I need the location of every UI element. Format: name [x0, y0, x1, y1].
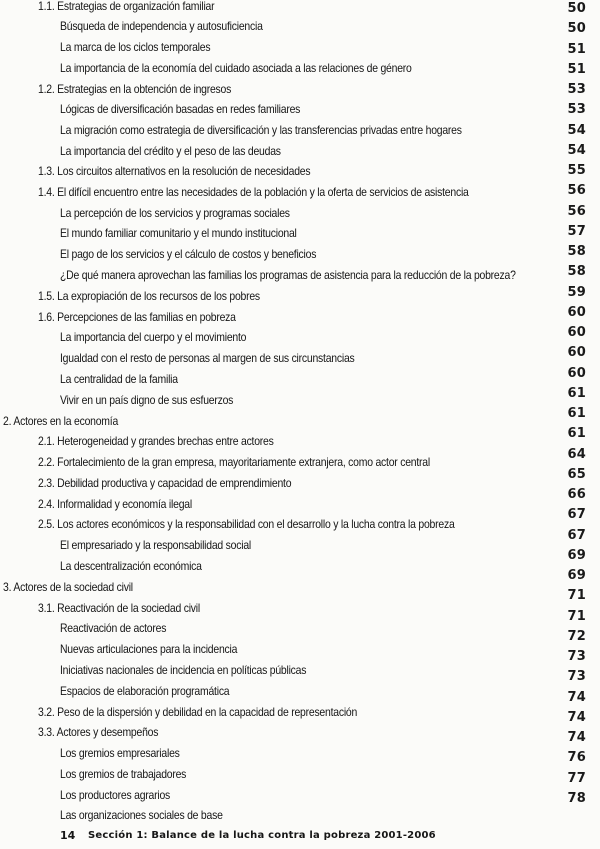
page-number: 58 — [567, 264, 586, 279]
page-number: 76 — [567, 750, 586, 765]
page-number: 51 — [567, 62, 586, 77]
footer-section-title: Sección 1: Balance de la lucha contra la pobreza 2001-2006 — [88, 830, 436, 841]
toc-entry: El pago de los servicios y el cálculo de costos y beneficios — [60, 248, 317, 261]
page-number: 55 — [567, 163, 586, 178]
page-number: 51 — [567, 42, 586, 57]
page-number: 54 — [567, 143, 586, 158]
toc-entry: Los productores agrarios — [60, 789, 171, 802]
toc-entry: 1.5. La expropiación de los recursos de los pobres — [38, 290, 260, 303]
page-number: 53 — [567, 102, 586, 117]
page-number: 71 — [567, 609, 586, 624]
toc-entry: 2.4. Informalidad y economía ilegal — [38, 498, 192, 511]
page-number: 54 — [567, 123, 586, 138]
page-number: 65 — [567, 467, 586, 482]
page-number: 56 — [567, 183, 586, 198]
toc-entry: Igualdad con el resto de personas al margen de sus circunstancias — [60, 352, 355, 365]
page-number: 78 — [567, 791, 586, 806]
toc-entry: 1.3. Los circuitos alternativos en la resolución de necesidades — [38, 165, 311, 178]
toc-entry: 2. Actores en la economía — [3, 415, 119, 428]
toc-entry: 3. Actores de la sociedad civil — [3, 581, 133, 594]
page-number: 53 — [567, 82, 586, 97]
page-number: 74 — [567, 710, 586, 725]
page-number: 64 — [567, 447, 586, 462]
page-number: 74 — [567, 690, 586, 705]
toc-entry: Los gremios de trabajadores — [60, 768, 187, 781]
toc-entry: Búsqueda de independencia y autosuficiencia — [60, 20, 263, 33]
page-number: 77 — [567, 771, 586, 786]
toc-entry: Las organizaciones sociales de base — [60, 809, 223, 822]
toc-entry: ¿De qué manera aprovechan las familias los programas de asistencia para la reducción de la pobreza? — [60, 269, 516, 282]
page-number: 69 — [567, 548, 586, 563]
toc-entry: Vivir en un país digno de sus esfuerzos — [60, 394, 234, 407]
page-number: 60 — [567, 366, 586, 381]
toc-entry: 1.1. Estrategias de organización familiar — [38, 0, 215, 13]
toc-entry: La descentralización económica — [60, 560, 202, 573]
toc-entry: La percepción de los servicios y programas sociales — [60, 207, 290, 220]
page-number: 50 — [567, 1, 586, 16]
page-number: 66 — [567, 487, 586, 502]
toc-entry: Los gremios empresariales — [60, 747, 180, 760]
page-number: 61 — [567, 386, 586, 401]
toc-entry: 3.1. Reactivación de la sociedad civil — [38, 602, 200, 615]
toc-entry: Reactivación de actores — [60, 622, 167, 635]
toc-entry: 3.3. Actores y desempeños — [38, 726, 159, 739]
toc-entry: La importancia del crédito y el peso de las deudas — [60, 145, 281, 158]
page-number: 61 — [567, 406, 586, 421]
toc-entry: 1.4. El difícil encuentro entre las necesidades de la población y la oferta de servicios de asistencia — [38, 186, 469, 199]
toc-entry: La centralidad de la familia — [60, 373, 178, 386]
footer-page-number: 14 — [60, 829, 76, 842]
toc-entry: Lógicas de diversificación basadas en redes familiares — [60, 103, 301, 116]
page-number: 60 — [567, 345, 586, 360]
page-number: 57 — [567, 224, 586, 239]
page-number: 72 — [567, 629, 586, 644]
page-number: 71 — [567, 588, 586, 603]
toc-entry: 1.2. Estrategias en la obtención de ingresos — [38, 83, 232, 96]
page-number: 67 — [567, 528, 586, 543]
page-number: 60 — [567, 305, 586, 320]
page-number: 60 — [567, 325, 586, 340]
toc-entry: El empresariado y la responsabilidad social — [60, 539, 252, 552]
toc-entry: 2.1. Heterogeneidad y grandes brechas entre actores — [38, 435, 274, 448]
toc-entry: Iniciativas nacionales de incidencia en políticas públicas — [60, 664, 307, 677]
toc-entry: Espacios de elaboración programática — [60, 685, 230, 698]
toc-entry: 2.2. Fortalecimiento de la gran empresa, mayoritariamente extranjera, como actor central — [38, 456, 430, 469]
page-number: 58 — [567, 244, 586, 259]
page-number: 69 — [567, 568, 586, 583]
page-number: 73 — [567, 649, 586, 664]
page-number: 61 — [567, 426, 586, 441]
page-number: 73 — [567, 669, 586, 684]
toc-entry: 3.2. Peso de la dispersión y debilidad en la capacidad de representación — [38, 706, 358, 719]
page-number: 67 — [567, 507, 586, 522]
toc-entry: El mundo familiar comunitario y el mundo institucional — [60, 227, 297, 240]
toc-entry: La migración como estrategia de diversificación y las transferencias privadas entre hogares — [60, 124, 462, 137]
toc-entry: 2.5. Los actores económicos y la responsabilidad con el desarrollo y la lucha contra la pobreza — [38, 518, 455, 531]
toc-entry: Nuevas articulaciones para la incidencia — [60, 643, 238, 656]
page-number: 59 — [567, 285, 586, 300]
toc-entry: La importancia de la economía del cuidado asociada a las relaciones de género — [60, 62, 412, 75]
page-number: 56 — [567, 204, 586, 219]
toc-entry: 2.3. Debilidad productiva y capacidad de emprendimiento — [38, 477, 292, 490]
toc-entry: La importancia del cuerpo y el movimiento — [60, 331, 247, 344]
page-number: 50 — [567, 21, 586, 36]
page-number: 74 — [567, 730, 586, 745]
toc-entry: La marca de los ciclos temporales — [60, 41, 211, 54]
toc-entry: 1.6. Percepciones de las familias en pobreza — [38, 311, 236, 324]
